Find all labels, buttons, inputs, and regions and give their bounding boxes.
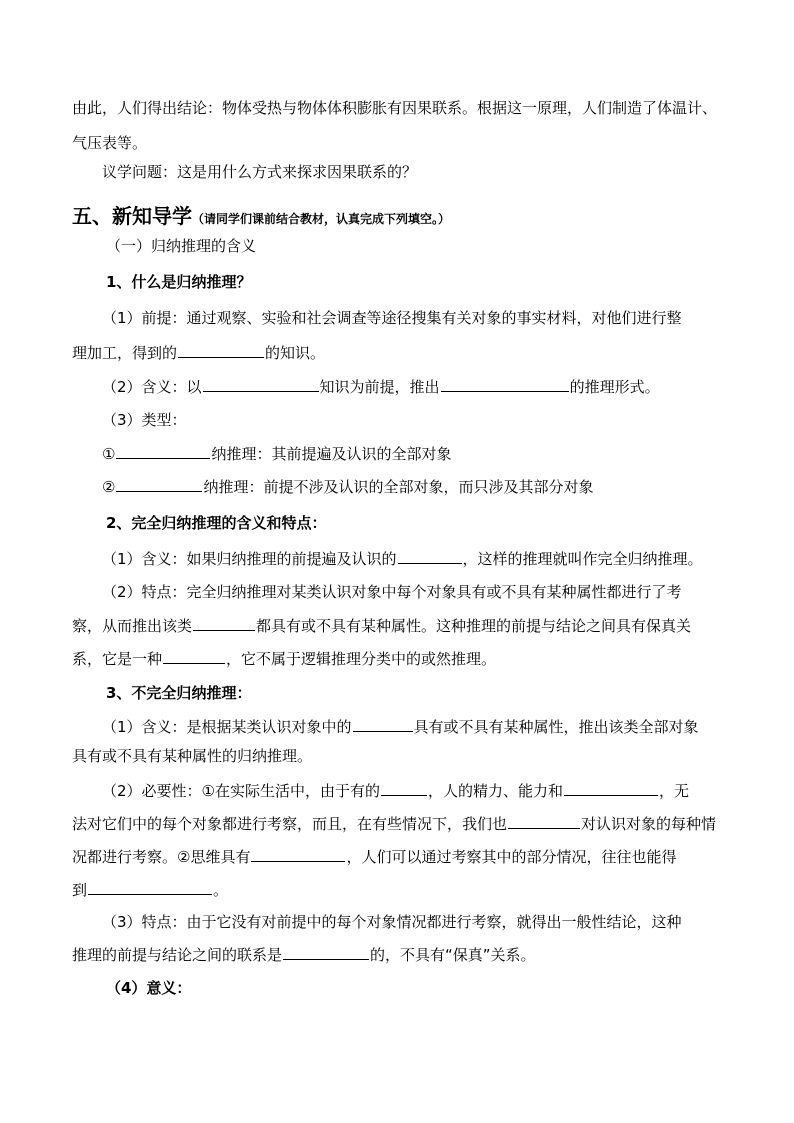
q2-feature-line-1: （2）特点：完全归纳推理对某类认识对象中每个对象具有或不具有某种属性都进行了考 — [102, 583, 682, 601]
q2-meaning-line: （1）含义：如果归纳推理的前提遍及认识的 ，这样的推理就叫作完全归纳推理。 — [102, 550, 703, 568]
blank-q3-nec-2[interactable] — [564, 780, 658, 796]
q3-title: 3、不完全归纳推理： — [106, 684, 252, 702]
q1-type-2: ② 纳推理：前提不涉及认识的全部对象，而只涉及其部分对象 — [102, 478, 594, 496]
blank-q3-feature[interactable] — [283, 944, 369, 960]
q3-necessity-line-2: 法对它们中的每个对象都进行考察，而且，在有些情况下，我们也 对认识对象的每种情 — [72, 815, 717, 833]
intro-line-1: 由此，人们得出结论：物体受热与物体体积膨胀有因果联系。根据这一原理，人们制造了体温计、 — [72, 99, 718, 117]
section-5-note: （请同学们课前结合教材，认真完成下列填空。） — [192, 212, 451, 226]
q1-type-1: ① 纳推理：其前提遍及认识的全部对象 — [102, 445, 452, 463]
q1-premise-line-1: （1）前提：通过观察、实验和社会调查等途径搜集有关对象的事实材料，对他们进行整 — [102, 309, 682, 327]
blank-q3-nec-3[interactable] — [508, 813, 580, 829]
q2-feature-line-2: 察，从而推出该类 都具有或不具有某种属性。这种推理的前提与结论之间具有保真关 — [72, 617, 692, 635]
blank-meaning-2[interactable] — [441, 376, 569, 392]
q2-feature-line-3: 系，它是一种 ，它不属于逻辑推理分类中的或然推理。 — [72, 650, 497, 668]
blank-q3-nec-4[interactable] — [251, 846, 345, 862]
q3-necessity-line-4: 到 。 — [72, 881, 229, 899]
q3-meaning-line-2: 具有或不具有某种属性的归纳推理。 — [72, 747, 313, 765]
q1-meaning-line: （2）含义：以 知识为前提，推出 的推理形式。 — [102, 378, 660, 396]
q3-significance: （4）意义： — [106, 979, 192, 997]
section-5-heading — [72, 206, 450, 229]
discussion-question: 议学问题：这是用什么方式来探求因果联系的？ — [102, 163, 418, 181]
section-5-title: 五、新知导学 — [72, 204, 192, 228]
q3-meaning-line-1: （1）含义：是根据某类认识对象中的 具有或不具有某种属性，推出该类全部对象 — [102, 718, 699, 736]
q3-feature-line-2: 推理的前提与结论之间的联系是 的，不具有“保真”关系。 — [72, 946, 536, 964]
blank-type-2[interactable] — [116, 476, 202, 492]
blank-type-1[interactable] — [116, 443, 210, 459]
blank-meaning-1[interactable] — [203, 376, 319, 392]
q3-necessity-line-1: （2）必要性：①在实际生活中，由于有的 ，人的精力、能力和 ，无 — [102, 782, 690, 800]
blank-q2-meaning[interactable] — [398, 548, 462, 564]
blank-premise[interactable] — [178, 342, 264, 358]
part-1-title: （一）归纳推理的含义 — [106, 237, 257, 255]
q1-title: 1、什么是归纳推理？ — [106, 273, 252, 291]
q1-type-title: （3）类型： — [102, 411, 187, 429]
blank-q3-nec-5[interactable] — [88, 879, 212, 895]
q3-feature-line-1: （3）特点：由于它没有对前提中的每个对象情况都进行考察，就得出一般性结论，这种 — [102, 913, 682, 931]
blank-q2-feature-1[interactable] — [193, 615, 255, 631]
blank-q2-feature-2[interactable] — [163, 648, 225, 664]
q2-title: 2、完全归纳推理的含义和特点： — [106, 514, 327, 532]
blank-q3-meaning[interactable] — [353, 716, 413, 732]
blank-q3-nec-1[interactable] — [381, 780, 427, 796]
q3-necessity-line-3: 况都进行考察。②思维具有 ，人们可以通过考察其中的部分情况，往往也能得 — [72, 848, 677, 866]
q1-premise-line-2: 理加工，得到的 的知识。 — [72, 344, 326, 362]
intro-line-2: 气压表等。 — [72, 134, 148, 152]
